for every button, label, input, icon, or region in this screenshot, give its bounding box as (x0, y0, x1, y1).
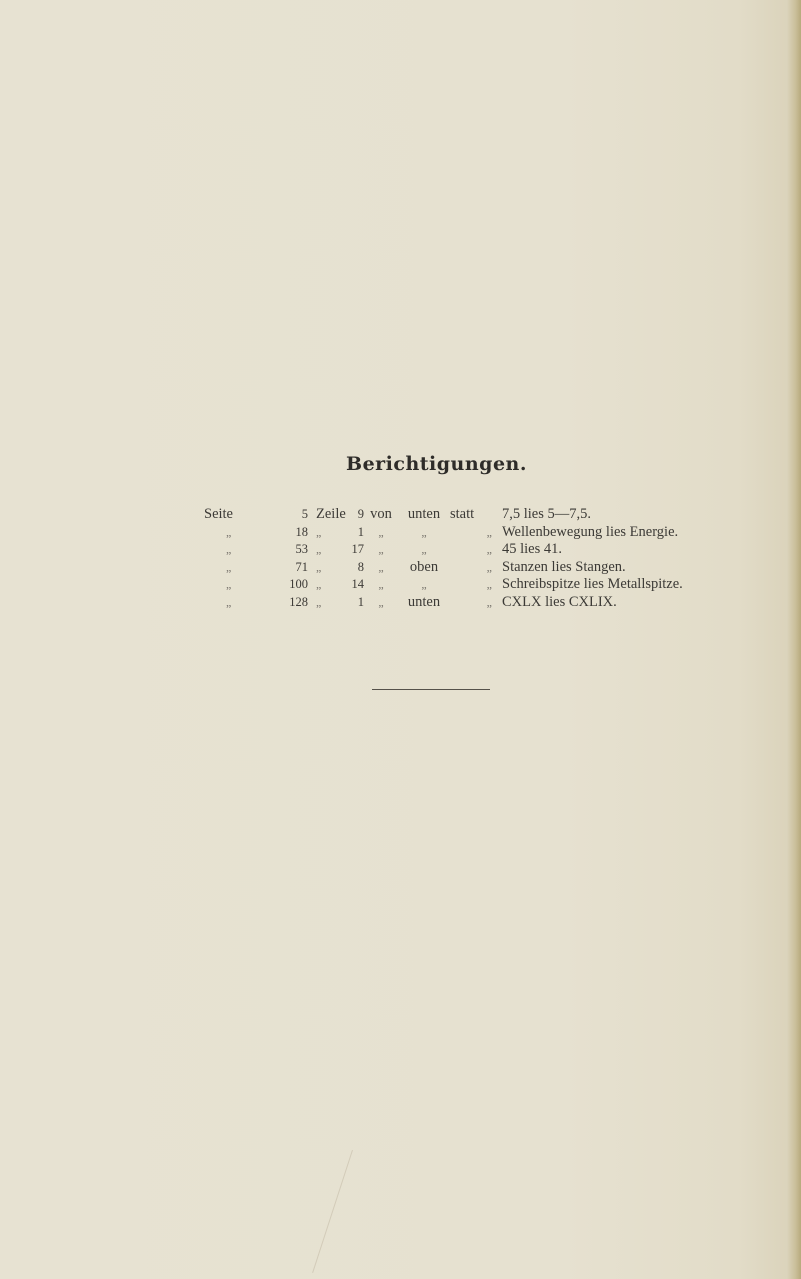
seite-label: Seite (204, 506, 233, 522)
horizontal-rule (372, 689, 490, 690)
von-label: von (370, 506, 392, 522)
zeile-ditto: „ (316, 559, 322, 574)
line-number: 9 (357, 507, 364, 521)
von-ditto: „ (378, 542, 384, 556)
statt-ditto: „ (486, 542, 492, 556)
statt-ditto: „ (486, 577, 492, 591)
page-number: 100 (289, 577, 308, 591)
correction-text: 7,5 lies 5—7,5. (502, 506, 592, 522)
seite-ditto: „ (226, 559, 232, 574)
correction-text: Schreibspitze lies Metallspitze. (502, 576, 683, 592)
errata-row (204, 594, 764, 612)
line-number: 1 (357, 594, 364, 609)
correction-text: CXLX lies CXLIX. (502, 593, 617, 610)
seite-ditto: „ (226, 594, 232, 609)
von-ditto: „ (378, 559, 384, 574)
page-number: 71 (295, 559, 308, 574)
seite-ditto: „ (226, 542, 232, 556)
page-number: 53 (295, 542, 308, 556)
seite-ditto: „ (226, 524, 232, 539)
seite-ditto: „ (226, 577, 232, 591)
zeile-label: Zeile (316, 506, 346, 522)
line-number: 1 (357, 524, 364, 539)
direction-label: oben (409, 558, 439, 575)
page-number: 18 (295, 524, 308, 539)
correction-text: Stanzen lies Stangen. (502, 558, 626, 575)
statt-label: statt (450, 506, 475, 522)
errata-row (204, 559, 764, 577)
correction-text: Wellenbewegung lies Energie. (502, 523, 679, 540)
statt-ditto: „ (486, 524, 492, 539)
line-number: 8 (357, 559, 364, 574)
errata-row (204, 524, 764, 542)
direction-ditto: „ (421, 577, 427, 591)
von-ditto: „ (378, 524, 384, 539)
page-number: 5 (301, 507, 308, 521)
errata-row (204, 541, 764, 559)
paper-crease (312, 1150, 353, 1273)
direction-ditto: „ (421, 524, 427, 539)
von-ditto: „ (378, 577, 384, 591)
page-edge-shadow (787, 0, 801, 1279)
errata-table (204, 506, 764, 611)
errata-row (204, 576, 764, 594)
correction-text: 45 lies 41. (502, 541, 563, 557)
errata-row (204, 506, 764, 524)
zeile-ditto: „ (316, 542, 322, 556)
page-number: 128 (289, 594, 308, 609)
line-number: 14 (351, 577, 364, 591)
von-ditto: „ (378, 594, 384, 609)
page-title: Berichtigungen. (346, 453, 527, 475)
direction-ditto: „ (421, 542, 427, 556)
statt-ditto: „ (486, 594, 492, 609)
direction-label: unten (407, 506, 441, 522)
zeile-ditto: „ (316, 594, 322, 609)
statt-ditto: „ (486, 559, 492, 574)
zeile-ditto: „ (316, 577, 322, 591)
line-number: 17 (351, 542, 364, 556)
direction-label: unten (407, 593, 441, 610)
zeile-ditto: „ (316, 524, 322, 539)
